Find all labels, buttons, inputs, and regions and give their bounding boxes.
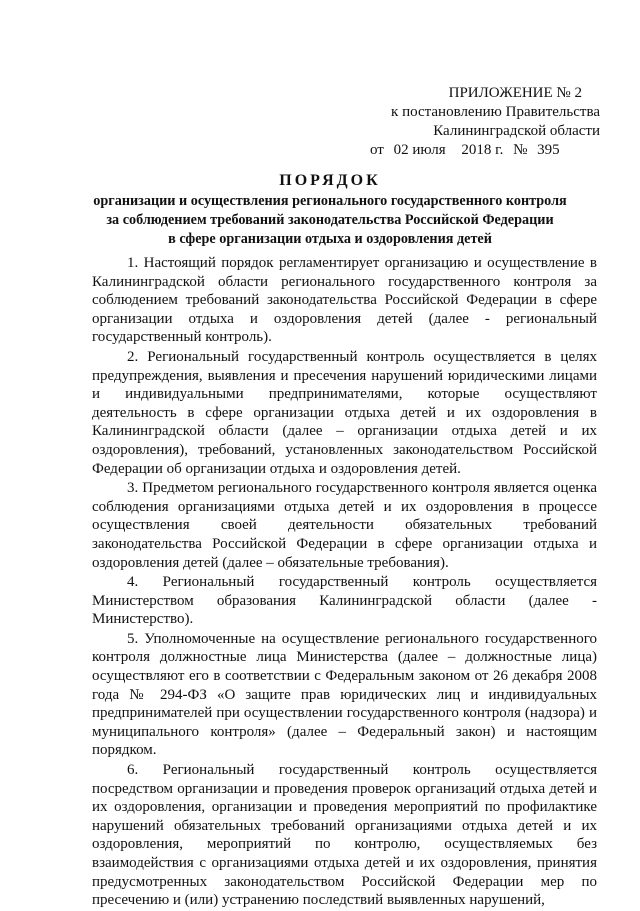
paragraph-2: 2. Региональный государственный контроль осуществляется в целях предупреждения, выявления и пресечения нарушений юридическими лицами и индивидуальными предпринимателями, которые осуществляют деятельность в сфере организации отдыха детей и их оздоровления в Калининградской области (далее – организации отдыха детей и их оздоровления), требований, установленных законодательством Российской Федерации об организации отдыха и оздоровления детей. [92,348,597,477]
paragraph-3: 3. Предметом регионального государственного контроля является оценка соблюдения организациями отдыха детей и их оздоровления в процессе осуществления своей деятельности обязательных требований законодательства Российской Федерации в сфере организации отдыха и оздоровления детей (далее – обязательные требования). [92,480,597,571]
appendix-date-line [370,141,600,160]
document-body [92,254,597,911]
appendix-title: ПРИЛОЖЕНИЕ № 2 [448,85,582,101]
heading-main: ПОРЯДОК [279,172,381,189]
paragraph-1: 1. Настоящий порядок регламентирует организацию и осуществление в Калининградской области регионального государственного контроля за соблюдением требований законодательства Российской Федерации в сфере организации отдыха и оздоровления детей (далее - региональный государственный контроль). [92,255,597,346]
appendix-line-2: Калининградской области [433,123,600,139]
date-value: 02 июля [393,142,446,158]
date-prefix: от [370,142,384,158]
number-value: 395 [537,142,560,158]
document-heading [60,170,600,249]
appendix-block [370,84,600,160]
heading-sub-line-1: организации и осуществления регионального государственного контроля [93,193,567,209]
paragraph-4: 4. Региональный государственный контроль осуществляется Министерством образования Калининградской области (далее - Министерство). [92,574,597,628]
paragraph-5: 5. Уполномоченные на осуществление регионального государственного контроля должностные лица Министерства (далее – должностные лица) осуществляют его в соответствии с Федеральным законом от 26 декабря 2008 года № 294-ФЗ «О защите прав юридических лиц и индивидуальных предпринимателей при осуществлении государственного контроля (надзора) и муниципального контроля» (далее – Федеральный закон) и настоящим порядком. [92,630,597,759]
number-prefix: № [513,142,528,158]
paragraph-6: 6. Региональный государственный контроль осуществляется посредством организации и проведения проверок организаций отдыха детей и их оздоровления, организации и проведения мероприятий по профилактике нарушений обязательных требований организациями отдыха детей и их оздоровления, мероприятий по контролю, осуществляемых без взаимодействия с организациями отдыха детей и их оздоровления, принятия предусмотренных законодательством Российской Федерации мер по пресечению и (или) устранению последствий выявленных нарушений, [92,762,597,909]
date-year: 2018 г. [461,142,504,158]
heading-sub-line-2: за соблюдением требований законодательства Российской Федерации [106,212,554,228]
appendix-line-1: к постановлению Правительства [391,104,600,120]
heading-sub-line-3: в сфере организации отдыха и оздоровления детей [168,231,492,247]
